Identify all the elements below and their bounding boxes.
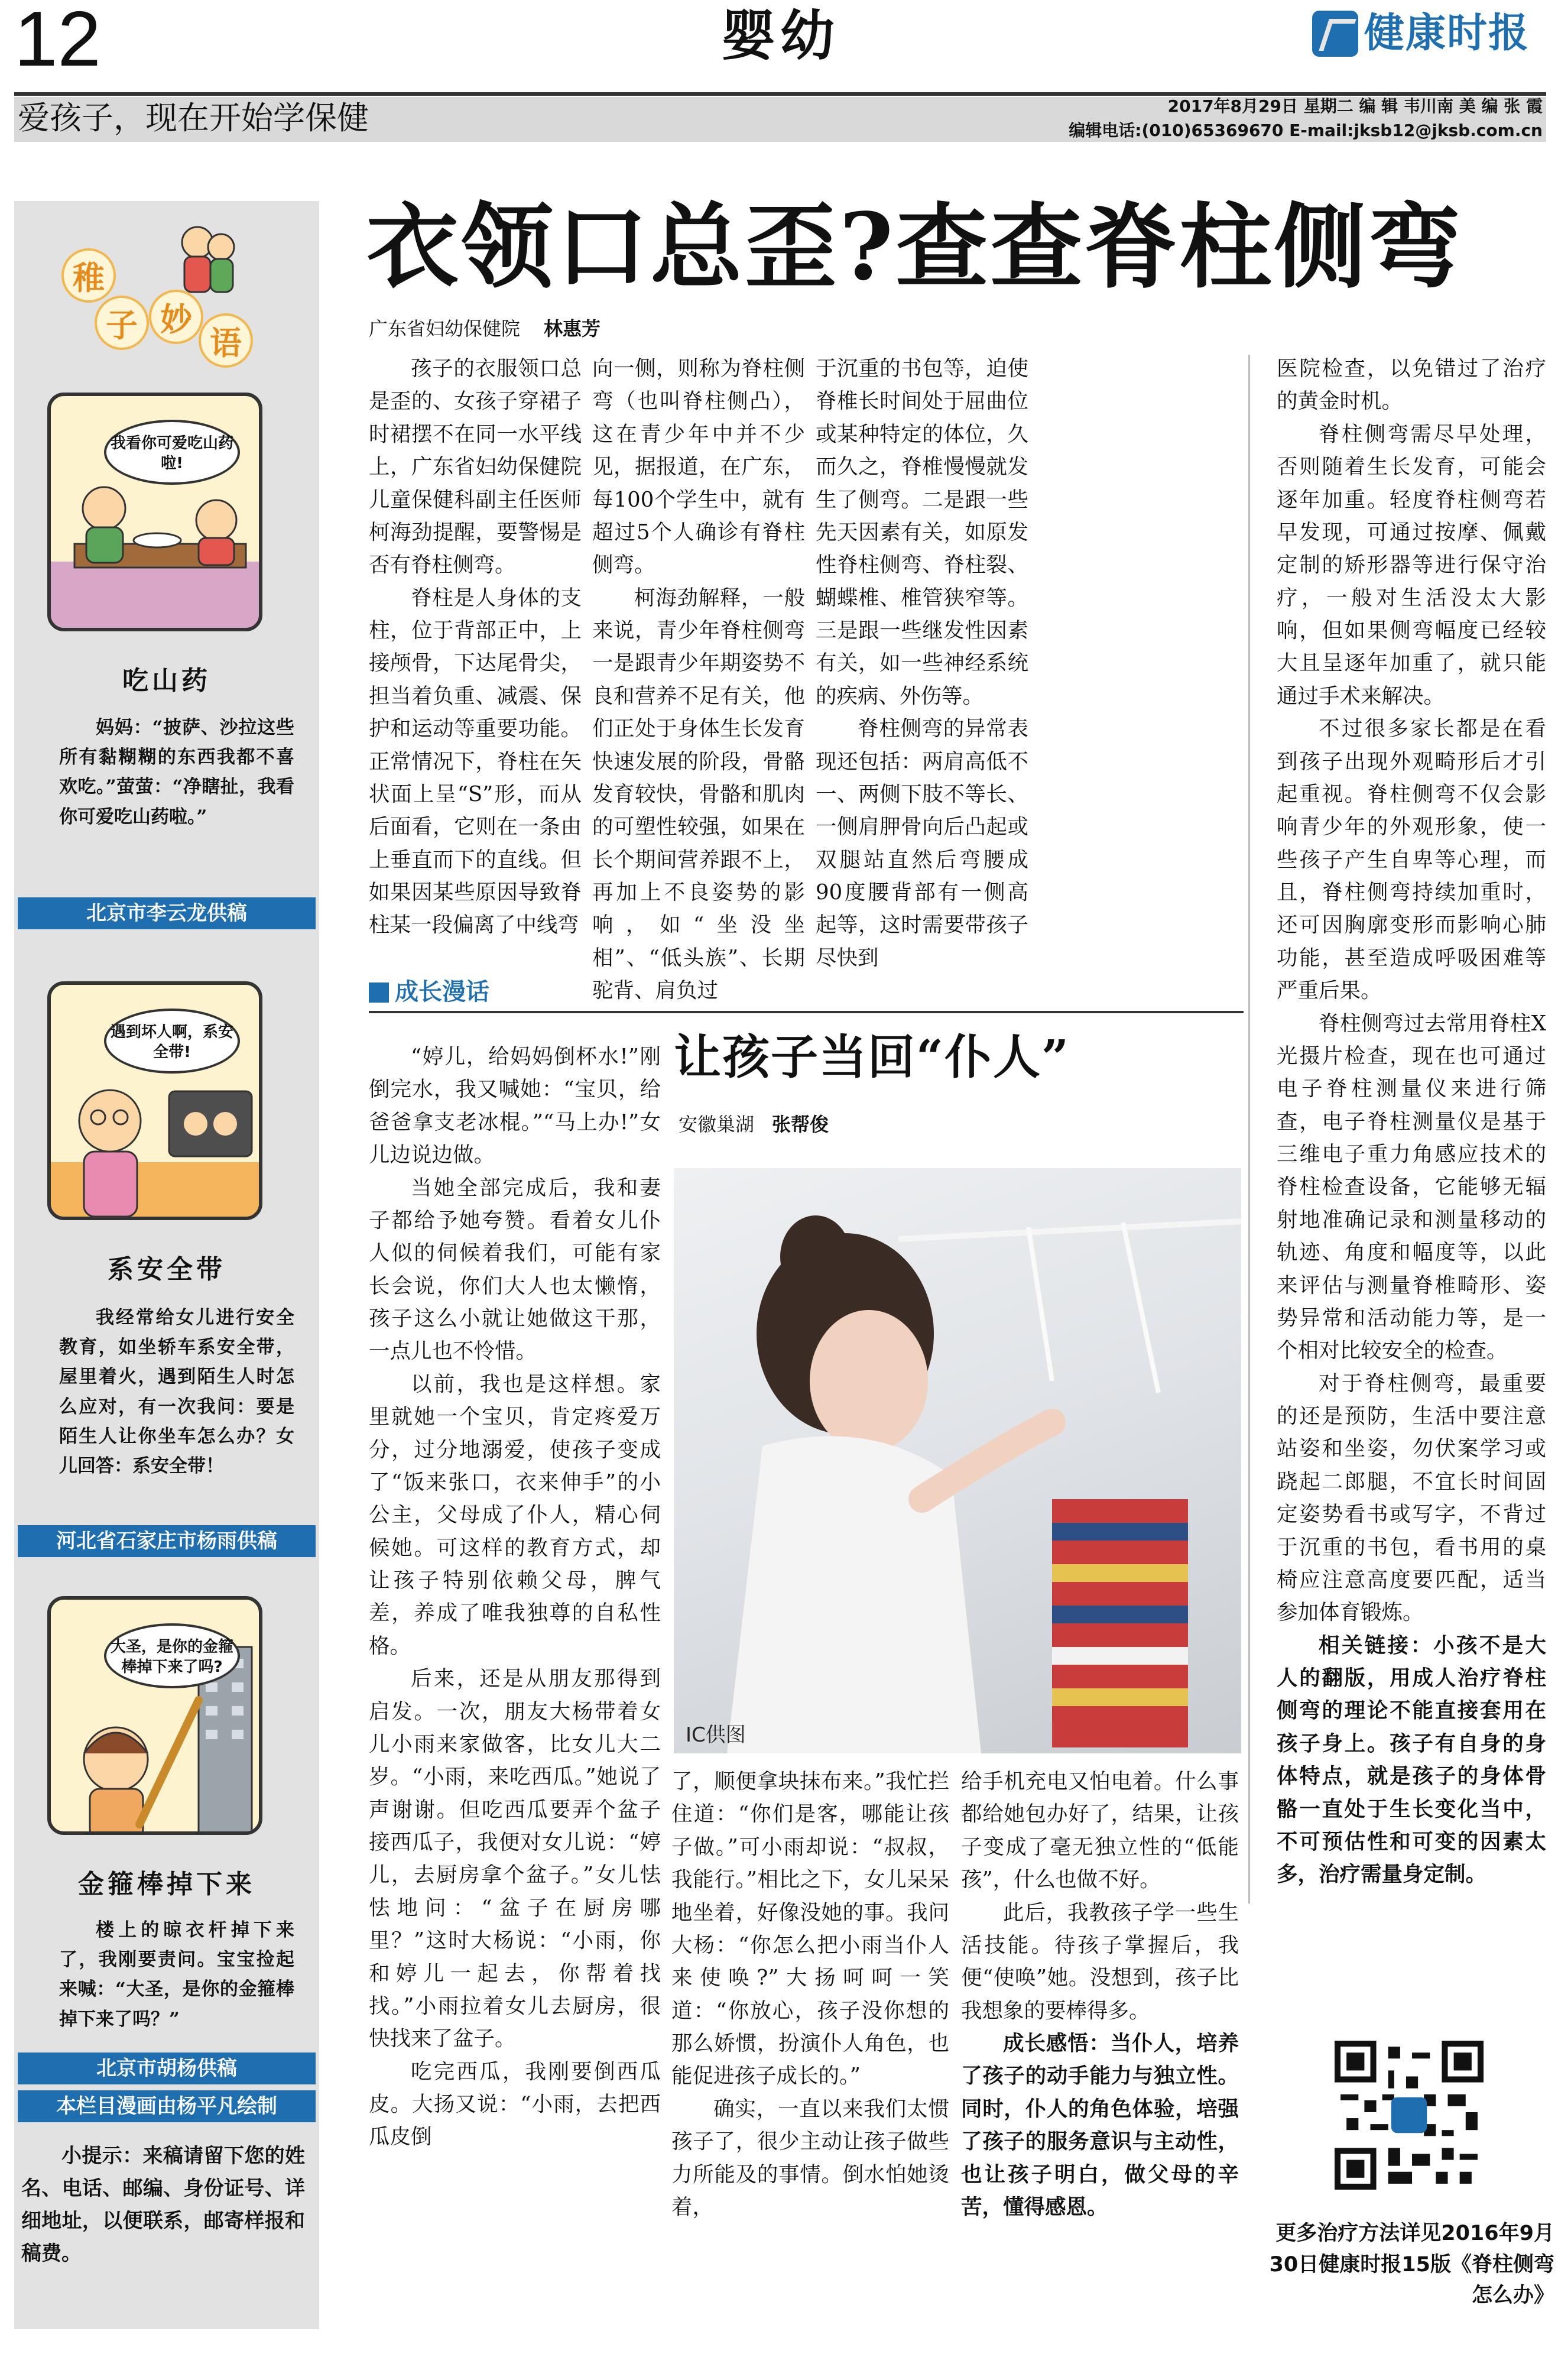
article-column (816, 352, 1028, 974)
column-badge (61, 225, 242, 362)
paragraph: 后来，还是从朋友那得到启发。一次，朋友大杨带着女儿小雨来家做客，比女儿大二岁。“小雨，来吃西瓜。”她说了声谢谢。但吃西瓜要弄个盆子接西瓜子，我便对女儿说：“婷儿，去厨房拿个盆子。”女儿怯怯地问：“盆子在厨房哪里？”这时大杨说：“小雨，你和婷儿一起去，你帮着找找。”小雨拉着女儿去厨房，很快找来了盆子。 (369, 1666, 661, 2051)
paragraph: 不过很多家长都是在看到孩子出现外观畸形后才引起重视。脊柱侧弯不仅会影响青少年的外观形象，使一些孩子产生自卑等心理，而且，脊柱侧弯持续加重时，还可因胸廓变形而影响心肺功能，甚至造成呼吸困难等严重后果。 (1277, 716, 1546, 1003)
cartoon-credit: 河北省石家庄市杨雨供稿 (18, 1525, 316, 1557)
paragraph: 向一侧，则称为脊柱侧弯（也叫脊柱侧凸），这在青少年中并不少见，据报道，在广东，每100个学生中，就有超过5个人确诊有脊柱侧弯。 (592, 356, 805, 578)
date-line: 2017年8月29日 星期二 编 辑 韦川南 美 编 张 霞 (1167, 96, 1543, 116)
article-column (369, 352, 582, 942)
paper-logo (1312, 11, 1530, 57)
paragraph: 以前，我也是这样想。家里就她一个宝贝，肯定疼爱万分，过分地溺爱，使孩子变成了“饭来张口，衣来伸手”的小公主，父母成了仆人，精心伺候她。可这样的教育方式，却让孩子特别依赖父母，脾气差，养成了唯我独尊的自私性格。 (369, 1371, 661, 1658)
section-tag (369, 977, 1244, 1013)
logo-icon (1312, 11, 1358, 57)
article-column (369, 1040, 661, 2154)
article-column (1277, 352, 1546, 1891)
section-title: 婴幼 (721, 4, 840, 67)
qr-caption: 更多治疗方法详见2016年9月30日健康时报15版《脊柱侧弯怎么办》 (1269, 2222, 1554, 2307)
paragraph: 脊柱侧弯需尽早处理，否则随着生长发育，可能会逐年加重。轻度脊柱侧弯若早发现，可通过按摩、佩戴定制的矫形器等进行保守治疗，一般对生活没太大影响，但如果侧弯幅度已经较大且呈逐年加重了，就只能通过手术来解决。 (1277, 421, 1546, 708)
photo-credit: IC供图 (686, 1723, 746, 1747)
article-photo (674, 1168, 1241, 1753)
cartoon-text: 楼上的晾衣杆掉下来了，我刚要责问。宝宝捡起来喊：“大圣，是你的金箍棒掉下来了吗？” (59, 1919, 294, 2030)
badge-char: 妙 (149, 290, 203, 344)
article-column (671, 1765, 949, 2223)
girl-hanging-laundry-icon (674, 1168, 1241, 1753)
article-byline (369, 319, 601, 338)
article-column (592, 352, 805, 1007)
issue-info (1064, 95, 1543, 142)
paragraph: 脊柱侧弯过去常用脊柱X光摄片检查，现在也可通过电子脊柱测量仪来进行筛查，电子脊柱测量仪是基于三维电子重力角感应技术的脊柱检查设备，它能够无辐射地准确记录和测量移动的轨迹、角度和幅度等，以此来评估与测量脊椎畸形、姿势异常和活动能力等，是一个相对比较安全的检查。 (1277, 1011, 1546, 1363)
page-number: 12 (14, 0, 101, 82)
qr-code-icon (1335, 2041, 1484, 2190)
cartoon-panel (47, 393, 262, 631)
paragraph: 给手机充电又怕电着。什么事都给她包办好了，结果，让孩子变成了毫无独立性的“低能孩”，什么也做不好。 (961, 1769, 1239, 1892)
cartoon-title: 吃山药 (122, 666, 211, 696)
paragraph: 脊柱是人身体的支柱，位于背部正中，上接颅骨，下达尾骨尖，担当着负重、减震、保护和运动等重要功能。正常情况下，脊柱在矢状面上呈“S”形，而从后面看，它则在一条由上垂直而下的直线。但如果因某些原因导致脊柱某一段偏离了中线弯 (369, 585, 582, 938)
paper-name: 健康时报 (1364, 10, 1530, 57)
byline-author: 林惠芳 (544, 317, 601, 340)
submission-tip: 小提示：来稿请留下您的姓名、电话、邮编、身份证号、详细地址，以便联系，邮寄样报和稿费。 (21, 2144, 305, 2266)
cartoon-panel (47, 1596, 262, 1835)
article-headline: 让孩子当回“仆人” (674, 1029, 1070, 1085)
section-tag-label: 成长漫话 (395, 978, 489, 1006)
reflection: 成长感悟：当仆人，培养了孩子的动手能力与独立性。同时，仆人的角色体验，培强了孩子的服务意识与主动性，也让孩子明白，做父母的辛苦，懂得感恩。 (961, 2031, 1239, 2219)
illustrator-credit: 本栏目漫画由杨平凡绘制 (18, 2090, 316, 2122)
badge-char: 语 (199, 313, 253, 368)
article-byline (679, 1115, 829, 1134)
article-headline: 衣领口总歪?查查脊柱侧弯 (366, 193, 1463, 301)
paragraph: 于沉重的书包等，迫使脊椎长时间处于屈曲位或某种特定的体位，久而久之，脊椎慢慢就发生了侧弯。二是跟一些先天因素有关，如原发性脊柱侧弯、脊柱裂、蝴蝶椎、椎管狭窄等。三是跟一些继发性因素有关，如一些神经系统的疾病、外伤等。 (816, 356, 1028, 708)
square-icon (369, 983, 389, 1003)
cartoon-credit: 北京市李云龙供稿 (18, 897, 316, 929)
byline-source: 广东省妇幼保健院 (369, 317, 521, 340)
paragraph: 此后，我教孩子学一些生活技能。待孩子掌握后，我便“使唤”她。没想到，孩子比我想象的要棒得多。 (961, 1900, 1239, 2023)
cartoon-text: 妈妈：“披萨、沙拉这些所有黏糊糊的东西我都不喜欢吃。”萤萤：“净瞎扯，我看你可爱吃山药啦。” (59, 717, 294, 828)
badge-char: 子 (95, 296, 149, 350)
article-column (961, 1765, 1239, 2223)
speech-bubble: 遇到坏人啊，系安全带! (104, 1009, 240, 1074)
cartoon-title: 金箍棒掉下来 (78, 1869, 255, 1899)
slogan: 爱孩子，现在开始学保健 (18, 99, 369, 137)
cartoon-panel (47, 981, 262, 1220)
speech-bubble: 大圣，是你的金箍棒掉下来了吗? (104, 1623, 240, 1688)
cartoon-title: 系安全带 (108, 1254, 226, 1285)
paragraph: “婷儿，给妈妈倒杯水!”刚倒完水，我又喊她：“宝贝，给爸爸拿支老冰棍。”“马上办!”女儿边说边做。 (369, 1045, 661, 1168)
byline-author: 张帮俊 (772, 1113, 829, 1136)
paragraph: 脊柱侧弯的异常表现还包括：两肩高低不一、两侧下肢不等长、一侧肩胛骨向后凸起或双腿站直然后弯腰成90度腰背部有一侧高起等，这时需要带孩子尽快到 (816, 716, 1028, 970)
related-link: 相关链接：小孩不是大人的翻版，用成人治疗脊柱侧弯的理论不能直接套用在孩子身上。孩子有自身的身体特点，就是孩子的身体骨骼一直处于生长变化当中，不可预估性和可变的因素太多，治疗需量身定制。 (1277, 1633, 1546, 1887)
paragraph: 了，顺便拿块抹布来。”我忙拦住道：“你们是客，哪能让孩子做。”可小雨却说：“叔叔，我能行。”相比之下，女儿呆呆地坐着，好像没她的事。我问大杨：“你怎么把小雨当仆人来使唤?”大扬呵呵一笑道：“你放心，孩子没你想的那么娇惯，扮演仆人角色，也能促进孩子成长的。” (671, 1769, 949, 2089)
speech-bubble: 我看你可爱吃山药啦! (104, 420, 240, 485)
byline-source: 安徽巢湖 (679, 1113, 755, 1136)
cartoon-text: 我经常给女儿进行安全教育，如坐轿车系安全带，屋里着火，遇到陌生人时怎么应对，有一次我问：要是陌生人让你坐车怎么办？女儿回答：系安全带！ (59, 1307, 294, 1477)
paragraph: 孩子的衣服领口总是歪的、女孩子穿裙子时裙摆不在同一水平线上，广东省妇幼保健院儿童保健科副主任医师柯海劲提醒，要警惕是否有脊柱侧弯。 (369, 356, 582, 578)
paragraph: 医院检查，以免错过了治疗的黄金时机。 (1277, 356, 1546, 414)
kids-illustration-icon (174, 219, 239, 307)
badge-char: 稚 (61, 248, 116, 303)
contact-line: 编辑电话:(010)65369670 E-mail:jksb12@jksb.com.cn (1069, 120, 1543, 140)
paragraph: 对于脊柱侧弯，最重要的还是预防，生活中要注意站姿和坐姿，勿伏案学习或跷起二郎腿，不宜长时间固定姿势看书或写字，不背过于沉重的书包，看书用的桌椅应注意高度要匹配，适当参加体育锻炼。 (1277, 1371, 1546, 1625)
cartoon-credit: 北京市胡杨供稿 (18, 2052, 316, 2084)
paragraph: 确实，一直以来我们太惯孩子了，很少主动让孩子做些力所能及的事情。倒水怕她烫着， (671, 2096, 949, 2219)
paragraph: 柯海劲解释，一般来说，青少年脊柱侧弯一是跟青少年期姿势不良和营养不足有关，他们正处于身体生长发育快速发展的阶段，骨骼发育较快，骨骼和肌肉的可塑性较强，如果在长个期间营养跟不上，再加上不良姿势的影响，如“坐没坐相”、“低头族”、长期驼背、肩负过 (592, 585, 805, 1003)
paragraph: 当她全部完成后，我和妻子都给予她夸赞。看着女儿仆人似的伺候着我们，可能有家长会说，你们大人也太懒惰，孩子这么小就让她做这干那，一点儿也不怜惜。 (369, 1175, 661, 1364)
paragraph: 吃完西瓜，我刚要倒西瓜皮。大扬又说：“小雨，去把西瓜皮倒 (369, 2059, 661, 2149)
column-divider (1248, 355, 1250, 1904)
